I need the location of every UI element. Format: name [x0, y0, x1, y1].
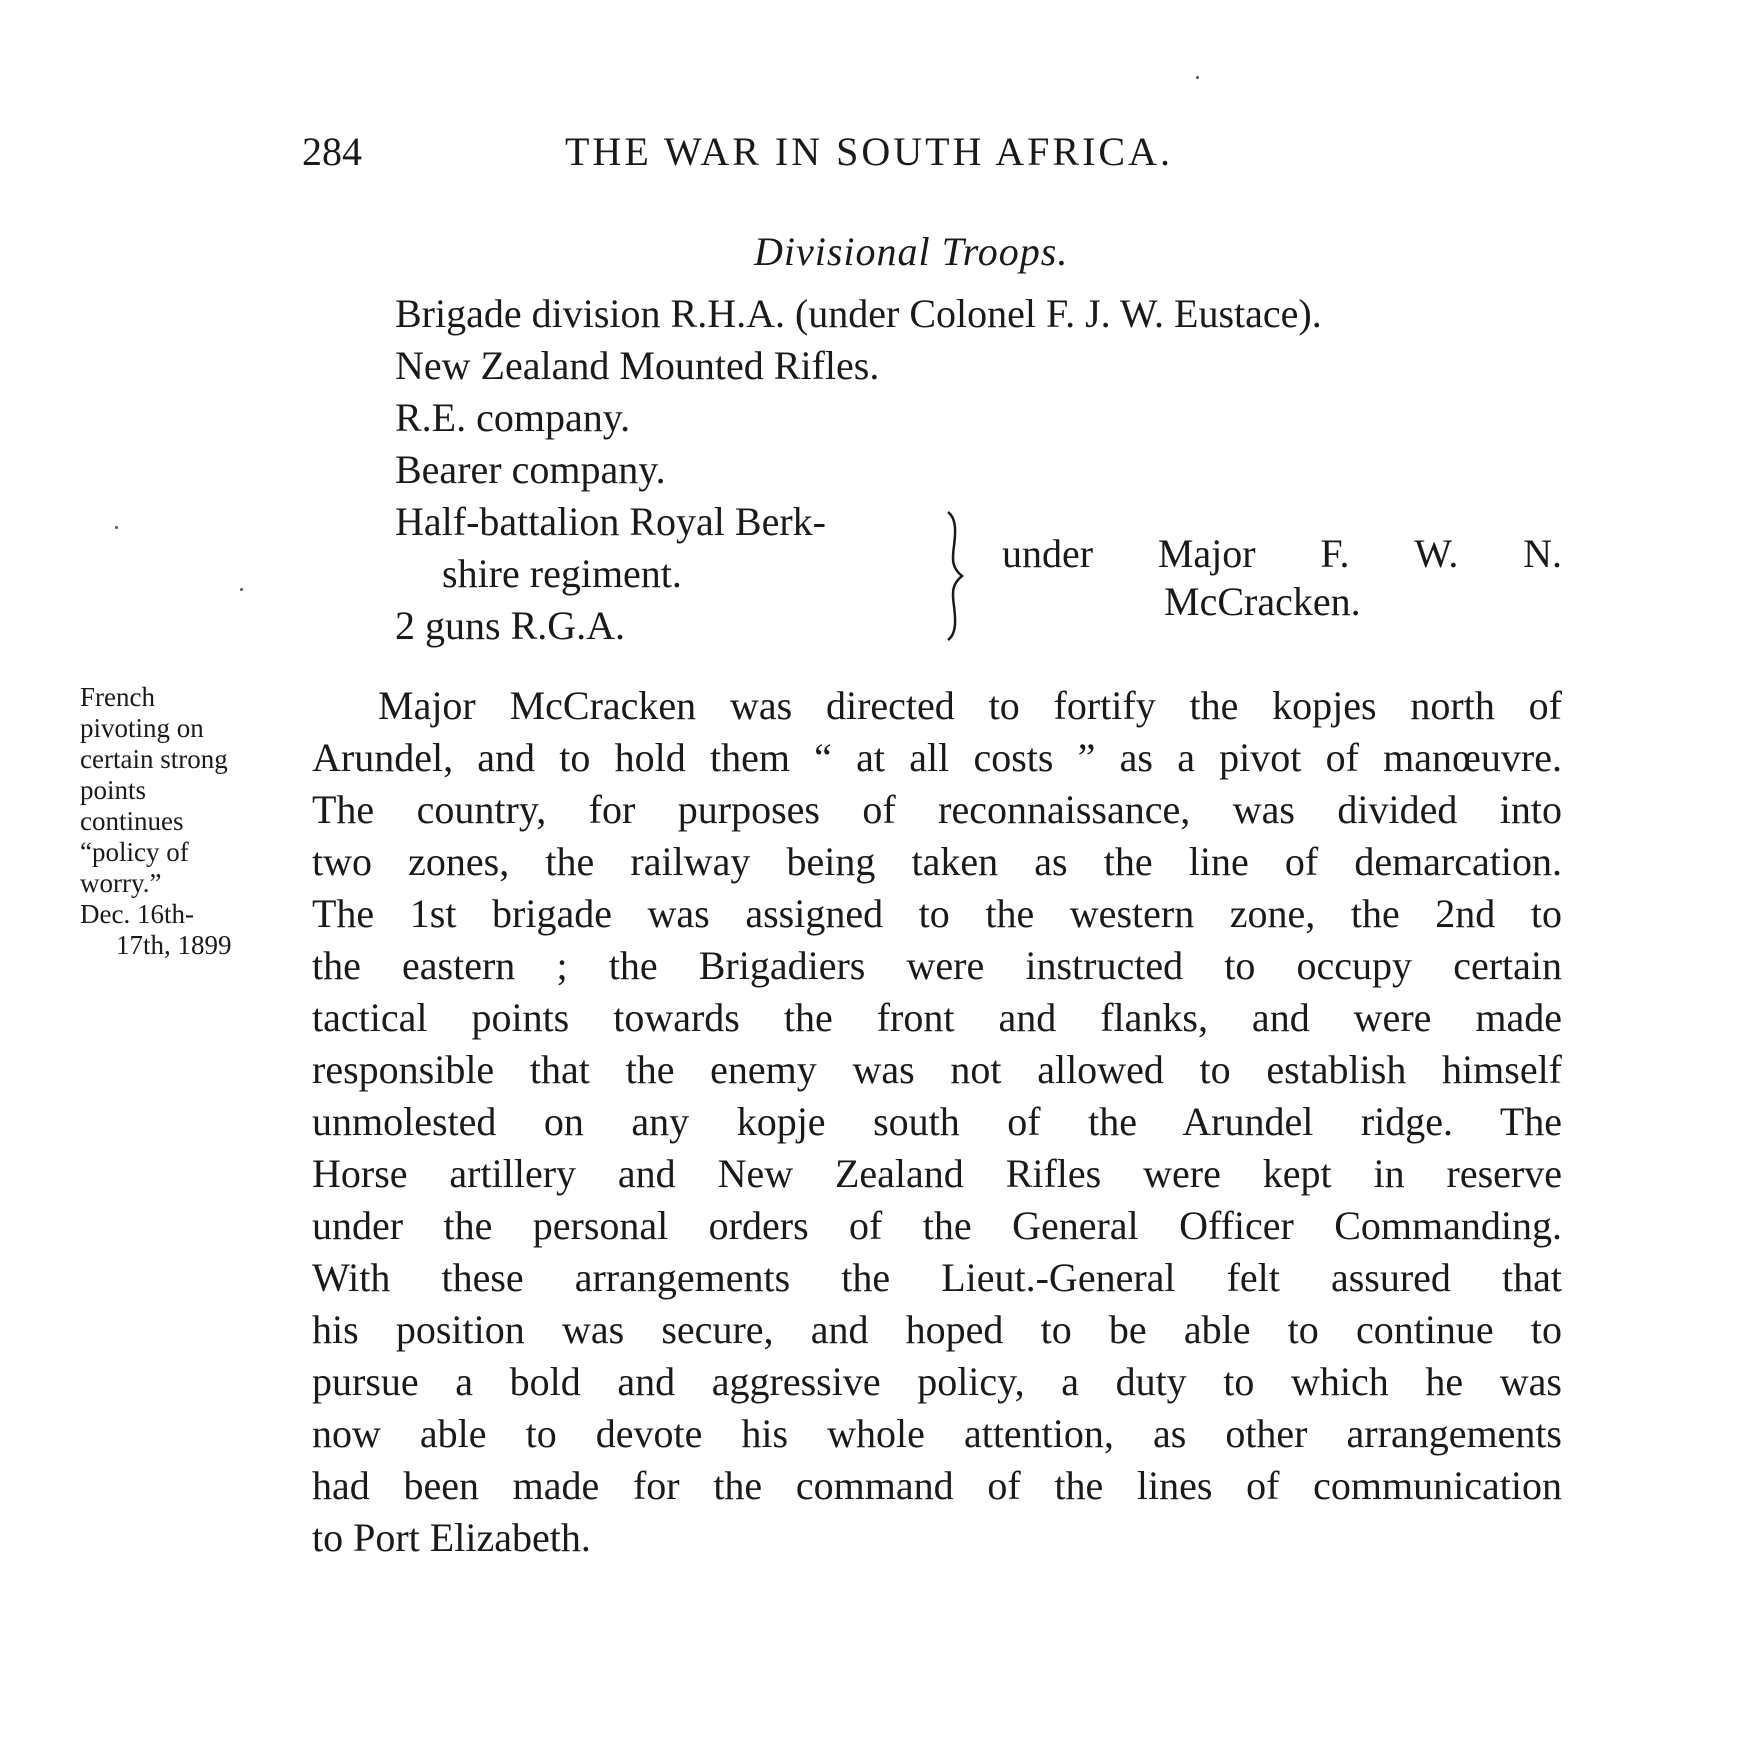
body-line: pursue a bold and aggressive policy, a duty to which he was: [312, 1359, 1562, 1404]
body-line: the eastern ; the Brigadiers were instructed to occupy certain: [312, 943, 1562, 988]
body-line: his position was secure, and hoped to be able to continue to: [312, 1307, 1562, 1352]
body-line: responsible that the enemy was not allowed to establish himself: [312, 1047, 1562, 1092]
margin-note-line: French: [80, 682, 155, 712]
margin-note-line: points: [80, 775, 147, 805]
bracket-name: McCracken.: [1164, 579, 1361, 624]
paper-speck: [1196, 76, 1199, 79]
section-heading: Divisional Troops.: [754, 229, 1069, 274]
margin-note-line: worry.”: [80, 868, 162, 898]
body-line: tactical points towards the front and flanks, and were made: [312, 995, 1562, 1040]
body-line: Major McCracken was directed to fortify the kopjes north of: [378, 683, 1562, 728]
margin-note: [80, 682, 280, 961]
bracket-note: [1002, 530, 1562, 626]
bracket-word: N.: [1523, 531, 1562, 576]
body-paragraph: [312, 680, 1562, 1564]
body-line: two zones, the railway being taken as the line of demarcation.: [312, 839, 1562, 884]
body-line: The 1st brigade was assigned to the western zone, the 2nd to: [312, 891, 1562, 936]
body-line: With these arrangements the Lieut.-General felt assured that: [312, 1255, 1562, 1300]
body-line: now able to devote his whole attention, as other arrangements: [312, 1411, 1562, 1456]
troop-item: Half-battalion Royal Berk-: [395, 499, 826, 544]
paper-speck: [240, 588, 243, 591]
curly-brace: [944, 510, 966, 642]
running-head: THE WAR IN SOUTH AFRICA.: [565, 129, 1173, 174]
bracket-word: under: [1002, 531, 1094, 576]
margin-note-line: pivoting on: [80, 713, 204, 743]
body-line: had been made for the command of the lines of communication: [312, 1463, 1562, 1508]
body-line: Horse artillery and New Zealand Rifles were kept in reserve: [312, 1151, 1562, 1196]
bracket-word: F.: [1320, 531, 1350, 576]
troop-item: Brigade division R.H.A. (under Colonel F. J. W. Eustace).: [395, 291, 1322, 336]
troop-item: 2 guns R.G.A.: [395, 603, 626, 648]
body-line: under the personal orders of the General Officer Commanding.: [312, 1203, 1562, 1248]
margin-note-line: “policy of: [80, 837, 189, 867]
troop-item: R.E. company.: [395, 395, 631, 440]
troop-item: shire regiment.: [442, 551, 682, 596]
bracket-word: W.: [1414, 531, 1459, 576]
margin-note-line: continues: [80, 806, 184, 836]
troop-item: New Zealand Mounted Rifles.: [395, 343, 880, 388]
margin-note-line: Dec. 16th-: [80, 899, 194, 929]
paper-speck: [115, 526, 118, 529]
margin-note-line: certain strong: [80, 744, 228, 774]
body-line: to Port Elizabeth.: [312, 1515, 591, 1560]
body-line: unmolested on any kopje south of the Arundel ridge. The: [312, 1099, 1562, 1144]
page-number: 284: [302, 129, 362, 174]
bracket-word: Major: [1157, 531, 1256, 576]
body-line: The country, for purposes of reconnaissance, was divided into: [312, 787, 1562, 832]
body-line: Arundel, and to hold them “ at all costs ” as a pivot of manœuvre.: [312, 735, 1562, 780]
margin-note-line: 17th, 1899: [116, 930, 232, 960]
troop-item: Bearer company.: [395, 447, 666, 492]
